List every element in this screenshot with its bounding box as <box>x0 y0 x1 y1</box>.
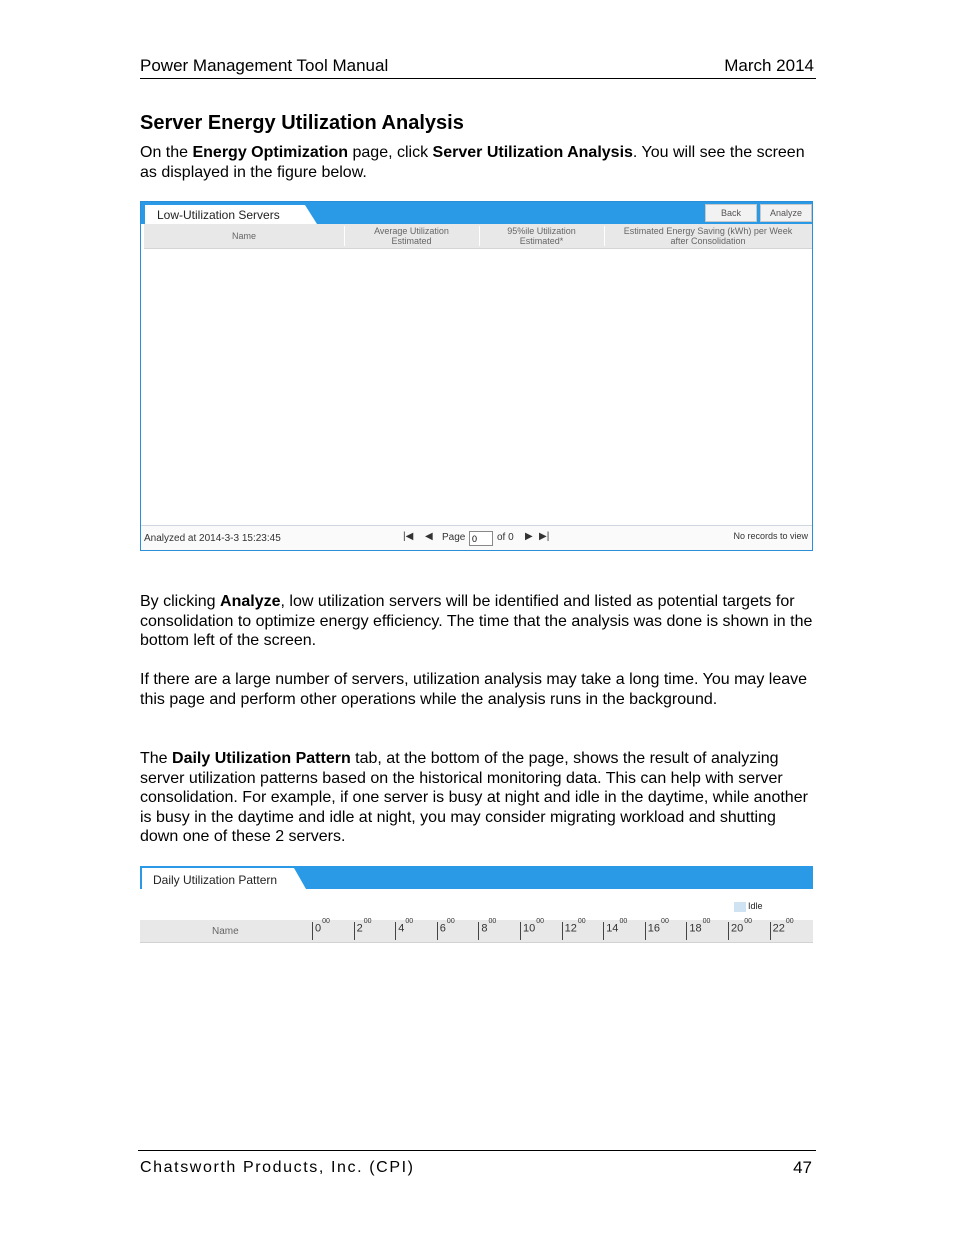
hour-tick-18: $18^{00}$ <box>686 922 710 940</box>
low-utilization-servers-screenshot <box>140 201 813 551</box>
page-header <box>140 56 816 79</box>
analyzed-at-text: Analyzed at 2014-3-3 15:23:45 <box>144 533 281 544</box>
hour-tick-8: $8^{00}$ <box>478 922 496 940</box>
hour-tick-22: $22^{00}$ <box>770 922 794 940</box>
hour-tick-12: $12^{00}$ <box>562 922 586 940</box>
tab-daily-utilization-pattern[interactable]: Daily Utilization Pattern <box>142 868 294 889</box>
column-average-utilization[interactable]: Average Utilization Estimated <box>374 226 449 246</box>
hour-tick-4: $4^{00}$ <box>395 922 413 940</box>
back-button[interactable]: Back <box>705 204 757 222</box>
daily-pattern-paragraph: The Daily Utilization Pattern tab, at the bottom of the page, shows the result of analyzing server utilization patterns based on the historical monitoring data. This can help with server consolidation. For example, if one server is busy at night and idle in the daytime, while another is busy in the daytime and idle at night, you may consider migrating workload and shutting down one of these 2 servers. <box>140 750 808 846</box>
hour-tick-20: $20^{00}$ <box>728 922 752 940</box>
page-of-label: of 0 <box>497 532 514 543</box>
manual-title: Power Management Tool Manual <box>140 56 389 75</box>
analyze-button[interactable]: Analyze <box>760 204 812 222</box>
hour-tick-14: $14^{00}$ <box>603 922 627 940</box>
page-input[interactable]: 0 <box>469 531 493 546</box>
hour-tick-10: $10^{00}$ <box>520 922 544 940</box>
page-number: 47 <box>793 1158 812 1177</box>
table-header <box>144 224 812 249</box>
page-label: Page <box>442 532 466 543</box>
company-name: Chatsworth Products, Inc. (CPI) <box>140 1159 415 1176</box>
tab-low-utilization-servers[interactable]: Low-Utilization Servers <box>145 205 305 224</box>
hour-tick-2: $2^{00}$ <box>354 922 372 940</box>
column-name[interactable]: Name <box>231 231 256 241</box>
column-95ile-utilization[interactable]: 95%ile Utilization Estimated* <box>507 226 576 246</box>
intro-paragraph: On the Energy Optimization page, click Server Utilization Analysis. You will see the screen as displayed in the figure below. <box>140 144 805 181</box>
daily-utilization-pattern-screenshot <box>140 866 813 944</box>
pager-bar <box>141 525 812 550</box>
hour-tick-6: $6^{00}$ <box>437 922 455 940</box>
column-energy-saving[interactable]: Estimated Energy Saving (kWh) per Week after Consolidation <box>623 226 793 246</box>
header-date: March 2014 <box>724 56 814 75</box>
no-records-text: No records to view <box>733 531 808 541</box>
hour-tick-0: $0^{00}$ <box>312 922 330 940</box>
section-title: Server Energy Utilization Analysis <box>140 112 464 134</box>
background-analysis-paragraph: If there are a large number of servers, utilization analysis may take a long time. You may leave this page and perform other operations while the analysis runs in the background. <box>140 671 808 708</box>
pattern-table-header <box>140 920 813 943</box>
page-footer <box>138 1150 816 1181</box>
prev-page-icon[interactable]: ◀ <box>425 531 433 542</box>
next-page-icon[interactable]: ▶ <box>525 531 533 542</box>
last-page-icon[interactable]: ▶| <box>539 531 550 542</box>
first-page-icon[interactable]: |◀ <box>403 531 414 542</box>
column-name[interactable]: Name <box>212 926 239 937</box>
analyze-paragraph: By clicking Analyze, low utilization servers will be identified and listed as potential targets for consolidation to optimize energy efficiency. The time that the analysis was done is shown in the bottom left of the screen. <box>140 593 813 650</box>
hour-tick-16: $16^{00}$ <box>645 922 669 940</box>
idle-legend-swatch <box>734 902 746 912</box>
idle-legend-label: Idle <box>748 901 763 911</box>
